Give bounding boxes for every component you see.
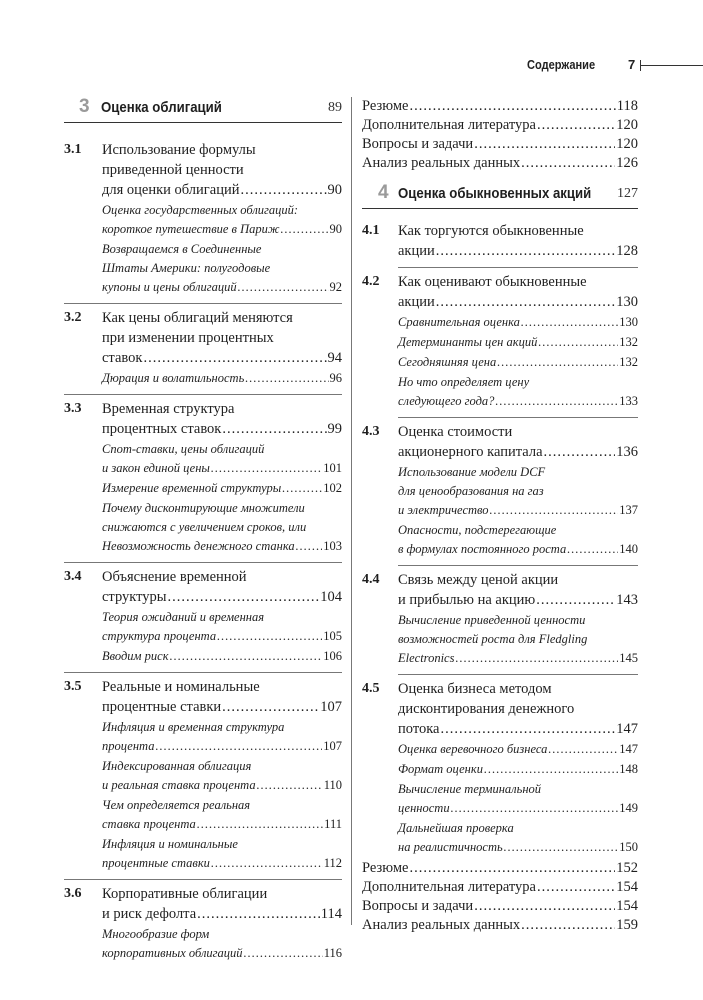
subsection-entry-text: следующего года? <box>398 394 495 408</box>
subsection-title-line: Возвращаемся в Соединенные <box>102 242 262 256</box>
section-entry-text: акции <box>398 294 435 310</box>
subsection-entry <box>398 799 638 818</box>
running-head-rule <box>640 65 703 66</box>
subsection-entry-text: структура процента <box>102 629 217 643</box>
running-head <box>0 57 703 77</box>
section-title-line: Как оценивают обыкновенные <box>398 274 587 290</box>
section-separator <box>64 562 342 563</box>
section-entry-leader <box>536 590 615 610</box>
toc-item-leader <box>537 115 615 135</box>
subsection-entry-text: корпоративных облигаций <box>102 946 243 960</box>
section-separator <box>64 879 342 880</box>
subsection-title-line: Дальнейшая проверка <box>398 821 514 835</box>
chapter-heading <box>64 96 342 123</box>
section-entry-leader <box>222 697 319 717</box>
subsection-entry <box>398 760 638 779</box>
subsection-entry-text: Сравнительная оценка <box>398 315 520 329</box>
toc-item-page: 118 <box>616 98 638 114</box>
subsection-entry-leader <box>211 854 323 873</box>
toc-item-text: Вопросы и задачи <box>362 136 474 152</box>
toc-item-page: 120 <box>616 136 638 152</box>
subsection-entry-text: ставка процента <box>102 817 196 831</box>
subsection-entry-text: Вводим риск <box>102 649 169 663</box>
section-entry-page: 104 <box>320 589 342 605</box>
section-entry-text: акции <box>398 243 435 259</box>
running-head-page-number: 7 <box>628 57 636 72</box>
section-entry-text: потока <box>398 721 440 737</box>
subsection-entry-leader <box>495 392 618 411</box>
subsection-entry-page: 110 <box>323 778 342 792</box>
subsection-entry-leader <box>244 944 323 963</box>
toc-item-leader <box>537 877 615 897</box>
subsection-entry-text: короткое путешествие в Париж <box>102 222 280 236</box>
toc-item <box>362 858 638 878</box>
subsection-entry-page: 140 <box>619 542 638 556</box>
subsection-title-line: Штаты Америки: полугодовые <box>102 261 271 275</box>
toc-item-text: Резюме <box>362 98 409 114</box>
subsection-title-line: Но что определяет цену <box>398 375 530 389</box>
toc-item-page: 154 <box>616 898 638 914</box>
section-entry <box>102 419 342 439</box>
subsection-title-line: Инфляция и временная структура <box>102 720 285 734</box>
subsection-entry-leader <box>538 333 618 352</box>
section-entry-page: 147 <box>616 721 638 737</box>
section-entry-page: 130 <box>616 294 638 310</box>
subsection-entry-page: 111 <box>324 817 342 831</box>
subsection-entry-page: 116 <box>323 946 342 960</box>
subsection-title-line: Индексированная облигация <box>102 759 252 773</box>
section-separator <box>398 417 638 418</box>
section-title-line: приведенной ценности <box>102 162 244 178</box>
section-title-line: Реальные и номинальные <box>102 679 260 695</box>
toc-item-leader <box>409 858 615 878</box>
section-separator <box>64 303 342 304</box>
subsection-entry-leader <box>238 278 329 297</box>
section-entry <box>398 241 638 261</box>
chapter-number: 4 <box>378 182 389 203</box>
toc-item <box>362 877 638 897</box>
subsection-entry-text: процента <box>102 739 155 753</box>
subsection-entry-text: на реалистичность <box>398 840 503 854</box>
section-number: 4.1 <box>362 223 380 238</box>
subsection-title-line: Использование модели DCF <box>398 465 546 479</box>
section-entry-text: акционерного капитала <box>398 444 543 460</box>
section-entry-leader <box>168 587 320 607</box>
toc-item-leader <box>409 96 615 116</box>
section-entry-page: 94 <box>327 350 342 366</box>
section-entry-text: процентные ставки <box>102 699 222 715</box>
subsection-entry-page: 102 <box>323 481 342 495</box>
section-title-line: Связь между ценой акции <box>398 572 559 588</box>
subsection-entry <box>102 944 342 963</box>
section-title-line: дисконтирования денежного <box>398 701 575 717</box>
subsection-entry-leader <box>217 627 322 646</box>
subsection-entry-leader <box>281 220 329 239</box>
subsection-title-line: возможностей роста для Fledgling <box>398 632 588 646</box>
subsection-entry-page: 145 <box>619 651 638 665</box>
subsection-entry <box>398 353 638 372</box>
toc-item <box>362 134 638 154</box>
subsection-entry-leader <box>170 647 323 666</box>
section-number: 4.3 <box>362 424 380 439</box>
subsection-title-line: Вычисление терминальной <box>398 782 542 796</box>
section-entry-text: структуры <box>102 589 167 605</box>
subsection-entry <box>398 501 638 520</box>
subsection-entry <box>102 537 342 556</box>
subsection-entry <box>102 854 342 873</box>
subsection-entry <box>102 369 342 388</box>
section-entry-page: 136 <box>616 444 638 460</box>
subsection-title-line: Инфляция и номинальные <box>102 837 238 851</box>
subsection-entry-text: Оценка веревочного бизнеса <box>398 742 548 756</box>
subsection-entry-leader <box>504 838 619 857</box>
subsection-entry-page: 132 <box>619 355 638 369</box>
subsection-entry-page: 132 <box>619 335 638 349</box>
subsection-entry-page: 137 <box>619 503 638 517</box>
running-head-title: Содержание <box>526 57 595 72</box>
section-entry-page: 90 <box>327 182 342 198</box>
section-separator <box>64 672 342 673</box>
toc-item-text: Дополнительная литература <box>362 879 536 895</box>
subsection-entry <box>398 540 638 559</box>
toc-item-leader <box>521 153 615 173</box>
toc-item-page: 159 <box>616 917 638 933</box>
section-entry-page: 99 <box>327 421 342 437</box>
subsection-entry-text: и закон единой цены <box>102 461 210 475</box>
subsection-entry-text: Формат оценки <box>398 762 483 776</box>
section-entry-text: и риск дефолта <box>102 906 197 922</box>
subsection-entry-page: 130 <box>619 315 638 329</box>
subsection-title-line: Оценка государственных облигаций: <box>102 203 299 217</box>
section-number: 3.3 <box>64 401 82 416</box>
toc-item-text: Анализ реальных данных <box>362 917 521 933</box>
section-number: 3.4 <box>64 569 82 584</box>
section-entry-page: 128 <box>616 243 638 259</box>
subsection-entry-leader <box>282 479 322 498</box>
subsection-entry-leader <box>156 737 323 756</box>
subsection-entry <box>102 647 342 666</box>
subsection-entry-text: Детерминанты цен акций <box>398 335 538 349</box>
subsection-entry <box>398 838 638 857</box>
subsection-entry-text: процентные ставки <box>102 856 210 870</box>
chapter-heading <box>362 182 638 209</box>
section-entry-text: и прибылью на акцию <box>398 592 536 608</box>
subsection-entry-text: Измерение временной структуры <box>102 481 282 495</box>
toc-item-page: 154 <box>616 879 638 895</box>
section-separator <box>398 267 638 268</box>
subsection-entry <box>398 313 638 332</box>
section-title-line: Оценка бизнеса методом <box>398 681 552 697</box>
subsection-entry <box>102 220 342 239</box>
subsection-entry-page: 148 <box>619 762 638 776</box>
section-entry-leader <box>436 241 615 261</box>
toc-item <box>362 115 638 135</box>
subsection-title-line: Опасности, подстерегающие <box>398 523 557 537</box>
subsection-entry-page: 133 <box>619 394 638 408</box>
subsection-entry <box>102 737 342 756</box>
subsection-entry-page: 150 <box>619 840 638 854</box>
subsection-entry <box>102 459 342 478</box>
subsection-title-line: снижаются с увеличением сроков, или <box>102 520 307 534</box>
toc-item-page: 120 <box>616 117 638 133</box>
subsection-entry-text: Невозможность денежного станка <box>102 539 295 553</box>
subsection-entry-leader <box>257 776 323 795</box>
section-number: 3.2 <box>64 310 82 325</box>
subsection-entry-leader <box>567 540 618 559</box>
subsection-entry <box>102 627 342 646</box>
chapter-page: 127 <box>617 186 638 201</box>
section-number: 4.4 <box>362 572 380 587</box>
toc-item-text: Вопросы и задачи <box>362 898 474 914</box>
subsection-entry-leader <box>451 799 619 818</box>
subsection-entry-page: 112 <box>323 856 342 870</box>
section-title-line: Использование формулы <box>102 142 256 158</box>
section-entry <box>398 442 638 462</box>
section-separator <box>64 394 342 395</box>
column-divider <box>351 97 352 925</box>
subsection-entry <box>398 740 638 759</box>
section-title-line: Как торгуются обыкновенные <box>398 223 584 239</box>
subsection-title-line: Почему дисконтирующие множители <box>102 501 305 515</box>
section-entry-text: ставок <box>102 350 143 366</box>
section-entry <box>102 348 342 368</box>
section-entry-leader <box>143 348 326 368</box>
subsection-entry-page: 103 <box>323 539 342 553</box>
subsection-entry-leader <box>197 815 323 834</box>
section-number: 4.5 <box>362 681 380 696</box>
section-entry-text: для оценки облигаций <box>102 182 240 198</box>
toc-item <box>362 96 638 116</box>
subsection-entry <box>102 479 342 498</box>
chapter-number: 3 <box>79 96 90 117</box>
section-entry <box>398 590 638 610</box>
subsection-title-line: Вычисление приведенной ценности <box>398 613 586 627</box>
section-entry-leader <box>240 180 326 200</box>
subsection-entry-leader <box>497 353 618 372</box>
subsection-entry-page: 101 <box>323 461 342 475</box>
subsection-entry-text: в формулах постоянного роста <box>398 542 567 556</box>
section-entry <box>102 697 342 717</box>
section-entry <box>102 904 342 924</box>
section-entry-leader <box>544 442 616 462</box>
chapter-title: Оценка облигаций <box>101 99 222 116</box>
section-entry-page: 143 <box>616 592 638 608</box>
subsection-entry-leader <box>211 459 322 478</box>
subsection-entry-page: 105 <box>323 629 342 643</box>
subsection-entry-page: 107 <box>323 739 342 753</box>
section-number: 3.1 <box>64 142 82 157</box>
section-title-line: Корпоративные облигации <box>102 886 268 902</box>
chapter-title: Оценка обыкновенных акций <box>398 185 592 202</box>
subsection-entry <box>102 815 342 834</box>
toc-item-text: Дополнительная литература <box>362 117 536 133</box>
section-number: 3.6 <box>64 886 82 901</box>
section-entry <box>102 180 342 200</box>
section-entry-page: 107 <box>320 699 342 715</box>
section-title-line: Как цены облигаций меняются <box>102 310 293 326</box>
subsection-title-line: Теория ожиданий и временная <box>102 610 265 624</box>
subsection-entry <box>398 392 638 411</box>
subsection-entry-text: и реальная ставка процента <box>102 778 256 792</box>
section-entry-text: процентных ставок <box>102 421 222 437</box>
subsection-entry <box>398 649 638 668</box>
toc-item-leader <box>474 896 615 916</box>
section-separator <box>398 565 638 566</box>
subsection-title-line: Чем определяется реальная <box>102 798 251 812</box>
subsection-entry-page: 90 <box>329 222 342 236</box>
section-entry-leader <box>197 904 320 924</box>
toc-item <box>362 153 638 173</box>
section-number: 3.5 <box>64 679 82 694</box>
section-entry-leader <box>222 419 326 439</box>
subsection-entry-leader <box>484 760 618 779</box>
section-entry <box>102 587 342 607</box>
subsection-title-line: для ценообразования на газ <box>398 484 544 498</box>
chapter-page: 89 <box>328 100 342 115</box>
subsection-entry-text: Дюрация и волатильность <box>102 371 245 385</box>
section-separator <box>398 674 638 675</box>
subsection-entry <box>102 278 342 297</box>
subsection-entry-leader <box>521 313 618 332</box>
subsection-entry <box>102 776 342 795</box>
section-entry-leader <box>436 292 615 312</box>
section-title-line: Оценка стоимости <box>398 424 513 440</box>
subsection-entry-text: Electronics <box>398 651 455 665</box>
toc-item <box>362 896 638 916</box>
subsection-entry-leader <box>296 537 323 556</box>
toc-item-text: Резюме <box>362 860 409 876</box>
toc-item-leader <box>474 134 615 154</box>
subsection-entry-leader <box>245 369 328 388</box>
subsection-title-line: Спот-ставки, цены облигаций <box>102 442 265 456</box>
subsection-entry-page: 106 <box>323 649 342 663</box>
toc-item <box>362 915 638 935</box>
section-title-line: при изменении процентных <box>102 330 274 346</box>
subsection-title-line: Многообразие форм <box>102 927 210 941</box>
subsection-entry-text: купоны и цены облигаций <box>102 280 237 294</box>
subsection-entry-text: ценности <box>398 801 450 815</box>
subsection-entry-page: 96 <box>329 371 342 385</box>
subsection-entry-text: и электричество <box>398 503 489 517</box>
section-entry-page: 114 <box>320 906 342 922</box>
subsection-entry-page: 92 <box>329 280 342 294</box>
toc-item-page: 126 <box>616 155 638 171</box>
section-number: 4.2 <box>362 274 380 289</box>
section-entry <box>398 292 638 312</box>
subsection-entry-text: Сегодняшняя цена <box>398 355 497 369</box>
toc-item-leader <box>521 915 615 935</box>
section-title-line: Временная структура <box>102 401 235 417</box>
section-entry <box>398 719 638 739</box>
section-title-line: Объяснение временной <box>102 569 247 585</box>
subsection-entry-page: 147 <box>619 742 638 756</box>
toc-item-page: 152 <box>616 860 638 876</box>
toc-item-text: Анализ реальных данных <box>362 155 521 171</box>
subsection-entry-leader <box>490 501 619 520</box>
subsection-entry-page: 149 <box>619 801 638 815</box>
subsection-entry <box>398 333 638 352</box>
subsection-entry-leader <box>455 649 618 668</box>
section-entry-leader <box>440 719 615 739</box>
subsection-entry-leader <box>548 740 618 759</box>
